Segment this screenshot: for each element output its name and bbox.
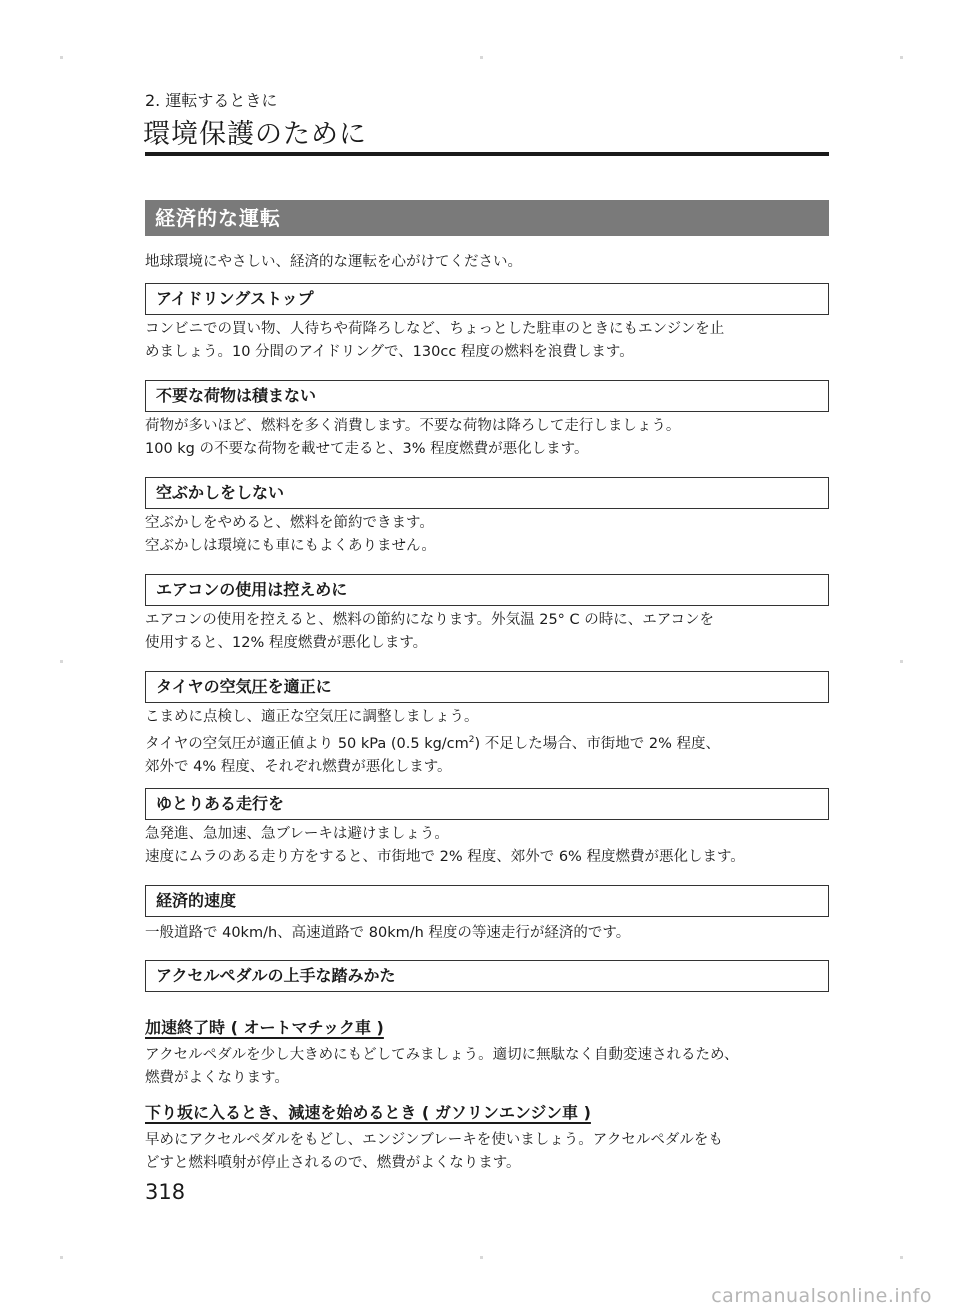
section-body-relaxed-driving: 急発進、急加速、急ブレーキは避けましょう。 速度にムラのある走り方をすると、市街地で 2% 程度、郊外で 6% 程度燃費が悪化します。 (145, 826, 745, 865)
section-body-racing: 空ぶかしをやめると、燃料を節約できます。 空ぶかしは環境にも車にもよくありません。 (145, 515, 436, 554)
crop-mark (480, 56, 483, 59)
body-line (145, 729, 835, 756)
section-body-aircon: エアコンの使用を控えると、燃料の節約になります。外気温 25° C の時に、エアコンを 使用すると、12% 程度燃費が悪化します。 (145, 612, 715, 651)
crop-mark (900, 1256, 903, 1259)
body-line-text: ) 不足した場合、市街地で 2% 程度、 (474, 735, 721, 752)
section-body-tire-pressure (145, 706, 835, 779)
subheading-acceleration-end: 加速終了時 ( オートマチック車 ) (145, 1018, 384, 1037)
section-heading-relaxed-driving: ゆとりある走行を (145, 788, 829, 820)
section-body-idling-stop: コンビニでの買い物、人待ちや荷降ろしなど、ちょっとした駐車のときにもエンジンを止 めましょう。10 分間のアイドリングで、130cc 程度の燃料を浪費します。 (145, 321, 725, 360)
section-heading-racing: 空ぶかしをしない (145, 477, 829, 509)
title-underline (145, 152, 829, 156)
crop-mark (900, 56, 903, 59)
crop-mark (900, 660, 903, 663)
intro-text: 地球環境にやさしい、経済的な運転を心がけてください。 (145, 254, 522, 270)
chapter-heading: 2. 運転するときに (145, 91, 278, 110)
section-body-economic-speed: 一般道路で 40km/h、高速道路で 80km/h 程度の等速走行が経済的です。 (145, 925, 631, 941)
page-number: 318 (145, 1180, 186, 1204)
section-banner: 経済的な運転 (145, 200, 829, 236)
section-heading-economic-speed: 経済的速度 (145, 885, 829, 917)
crop-mark (60, 1256, 63, 1259)
watermark: carmanualsonline.info (711, 1285, 932, 1307)
crop-mark (60, 56, 63, 59)
section-heading-tire-pressure: タイヤの空気圧を適正に (145, 671, 829, 703)
section-heading-accelerator: アクセルペダルの上手な踏みかた (145, 960, 829, 992)
section-heading-luggage: 不要な荷物は積まない (145, 380, 829, 412)
body-line: 郊外で 4% 程度、それぞれ燃費が悪化します。 (145, 758, 452, 775)
body-line: こまめに点検し、適正な空気圧に調整しましょう。 (145, 709, 479, 725)
crop-mark (60, 660, 63, 663)
section-heading-idling-stop: アイドリングストップ (145, 283, 829, 315)
subheading-downhill: 下り坂に入るとき、減速を始めるとき ( ガソリンエンジン車 ) (145, 1103, 591, 1122)
superscript: 2 (468, 735, 475, 745)
section-heading-aircon: エアコンの使用は控えめに (145, 574, 829, 606)
section-body-luggage: 荷物が多いほど、燃料を多く消費します。不要な荷物は降ろして走行しましょう。 100 kg の不要な荷物を載せて走ると、3% 程度燃費が悪化します。 (145, 418, 681, 457)
subsection-body-acceleration-end: アクセルペダルを少し大きめにもどしてみましょう。適切に無駄なく自動変速されるため、 燃費がよくなります。 (145, 1047, 739, 1086)
page-title: 環境保護のために (143, 119, 367, 150)
body-line-text: タイヤの空気圧が適正値より 50 kPa (0.5 kg/cm (145, 735, 469, 752)
crop-mark (480, 1256, 483, 1259)
subsection-body-downhill: 早めにアクセルペダルをもどし、エンジンブレーキを使いましょう。アクセルペダルをも どすと燃料噴射が停止されるので、燃費がよくなります。 (145, 1132, 723, 1171)
